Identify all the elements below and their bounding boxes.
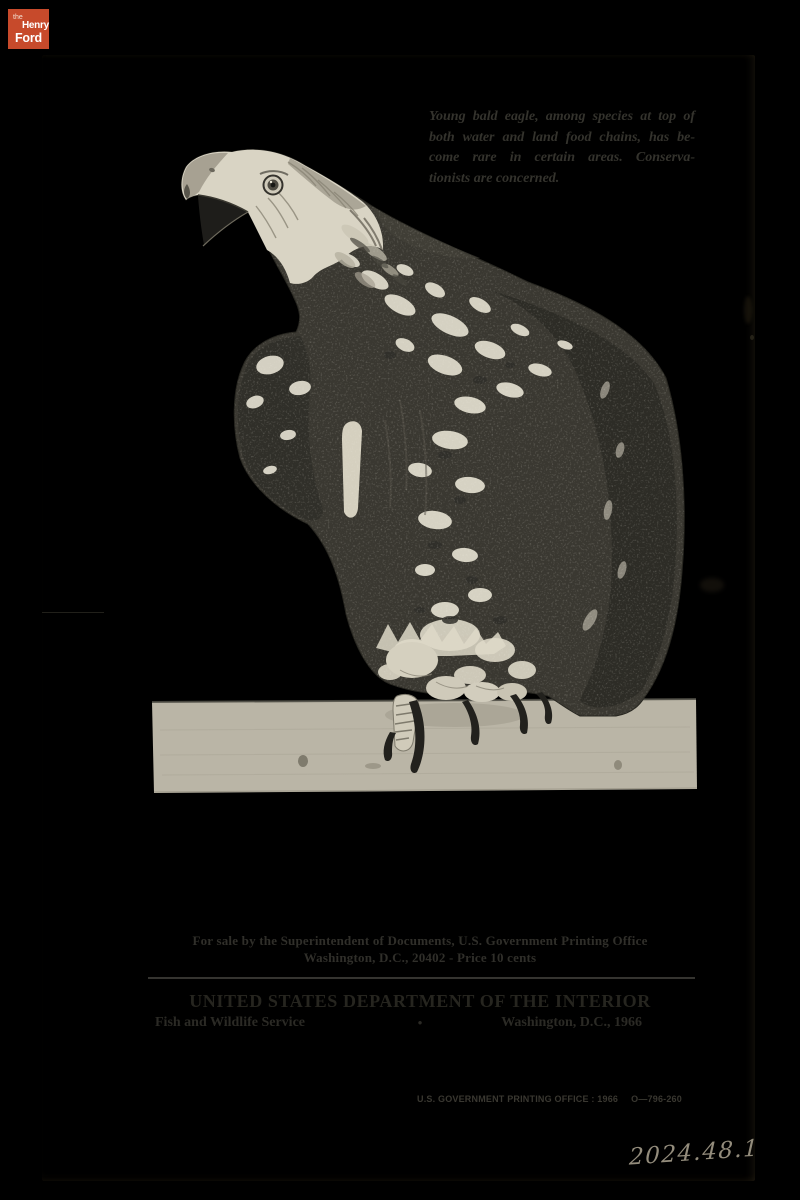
separator-bullet: • (417, 1015, 423, 1030)
paper-scratch (42, 612, 104, 613)
logo-text-henry: Henry (22, 20, 49, 31)
imprint-line-2: Washington, D.C., 20402 - Price 10 cents (303, 949, 537, 965)
caption-line-4: tionists are concerned. (429, 170, 560, 186)
paper-stain (700, 578, 724, 592)
accession-number: 2024.48.1 (628, 1135, 760, 1171)
archive-logo (8, 9, 49, 49)
sales-imprint (140, 933, 700, 966)
logo-text-ford: Ford (15, 31, 42, 45)
plank-knot (365, 763, 381, 769)
paper-stain (744, 296, 752, 324)
logo-text-the: the (13, 14, 23, 21)
publisher-row (140, 1015, 700, 1035)
place-date: Washington, D.C., 1966 (501, 1015, 642, 1030)
eagle-photo (150, 140, 710, 800)
imprint-line-1: For sale by the Superintendent of Documents, U.S. Government Printing Office (192, 933, 648, 948)
caption-line-1: Young bald eagle, among species at top of (429, 109, 695, 124)
gpo-office: U.S. GOVERNMENT PRINTING OFFICE : 1966 (417, 1094, 619, 1104)
department-title: UNITED STATES DEPARTMENT OF THE INTERIOR (189, 991, 651, 1011)
agency-name: Fish and Wildlife Service (155, 1015, 305, 1030)
gpo-number: O—796-260 (631, 1094, 682, 1104)
caption-line-3: come rare in certain areas. Conserva- (429, 150, 695, 166)
plank-knot (298, 755, 308, 767)
plank-knot (614, 760, 622, 770)
paper-speck (750, 335, 754, 340)
caption-line-2: both water and land food chains, has be- (429, 129, 695, 145)
divider-rule (148, 977, 695, 979)
gpo-imprint (417, 1094, 682, 1104)
